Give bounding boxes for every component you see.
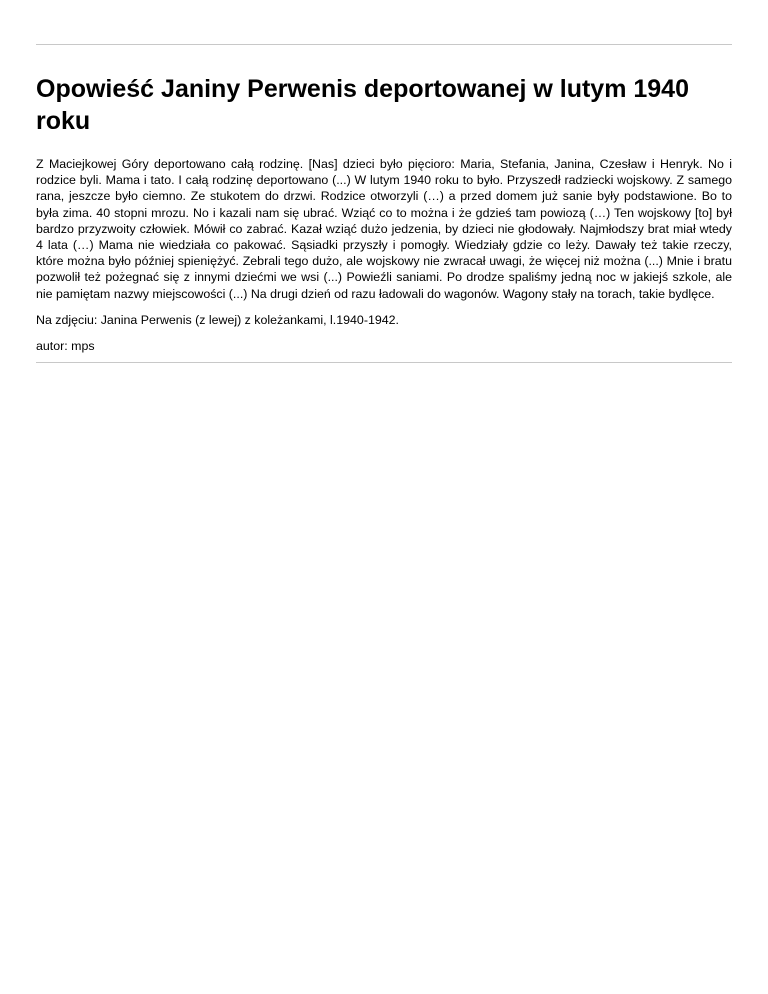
- article-body: Z Maciejkowej Góry deportowano całą rodzinę. [Nas] dzieci było pięcioro: Maria, Stefania, Janina, Czesław i Henryk. No i rodzice byli. Mama i tato. I całą rodzinę deportowano (...) W lutym 1940 roku to było. Przyszedł radziecki wojskowy. Z samego rana, jeszcze było ciemno. Ze stukotem do drzwi. Rodzice otworzyli (…) a przed domem już sanie były podstawione. Bo to była zima. 40 stopni mrozu. No i kazali nam się ubrać. Wziąć co to można i że gdzieś tam powiozą (…) Ten wojskowy [to] był bardzo przyzwoity człowiek. Mówił co zabrać. Kazał wziąć dużo jedzenia, by dzieci nie głodowały. Najmłodszy brat miał wtedy 4 lata (…) Mama nie wiedziała co pakować. Sąsiadki przyszły i pomogły. Wiedziały gdzie co leży. Dawały też takie rzeczy, które można było później spieniężyć. Zebrali tego dużo, ale wojskowy nie zwracał uwagi, że więcej niż można (...) Mnie i bratu pozwolił też pożegnać się z innymi dziećmi we wsi (...) Powieźli saniami. Po drodze spaliśmy jedną noc w jakiejś szkole, ale nie pamiętam nazwy miejscowości (...) Na drugi dzień od razu ładowali do wagonów. Wagony stały na torach, takie bydlęce.: [36, 157, 732, 301]
- top-divider: [36, 44, 732, 45]
- photo-caption: Na zdjęciu: Janina Perwenis (z lewej) z koleżankami, l.1940-1942.: [36, 312, 399, 327]
- author-line: autor: mps: [36, 339, 95, 354]
- article-page: [36, 0, 732, 363]
- bottom-divider: [36, 362, 732, 363]
- article-title: Opowieść Janiny Perwenis deportowanej w lutym 1940 roku: [36, 75, 689, 135]
